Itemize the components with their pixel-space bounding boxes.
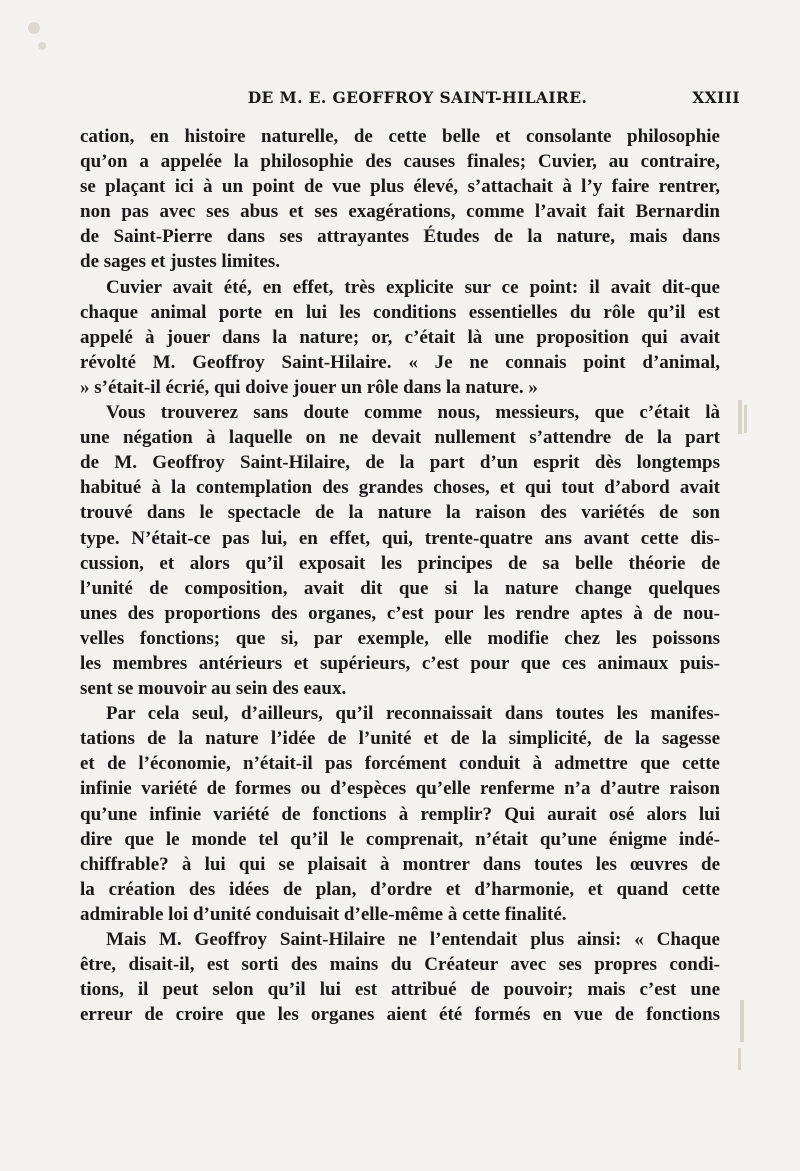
- text-line: qu’on a appelée la philosophie des causes finales; Cuvier, au contraire,: [80, 151, 720, 173]
- text-line: non pas avec ses abus et ses exagérations, comme l’avait fait Bernardin: [80, 201, 720, 223]
- text-line: qu’une infinie variété de fonctions à remplir? Qui aurait osé alors lui: [80, 803, 720, 825]
- text-line: cussion, et alors qu’il exposait les principes de sa belle théorie de: [80, 552, 720, 574]
- text-line: Par cela seul, d’ailleurs, qu’il reconnaissait dans toutes les manifes-: [106, 703, 720, 725]
- text-line: Vous trouverez sans doute comme nous, messieurs, que c’était là: [106, 402, 720, 424]
- text-line: infinie variété de formes ou d’espèces qu’elle renferme n’a d’autre raison: [80, 778, 720, 800]
- text-line: se plaçant ici à un point de vue plus élevé, s’attachait à l’y faire rentrer,: [80, 176, 720, 198]
- text-line: appelé à jouer dans la nature; or, c’était là une proposition qui avait: [80, 326, 720, 348]
- text-line: habitué à la contemplation des grandes choses, et qui tout d’abord avait: [80, 477, 720, 499]
- text-line: velles fonctions; que si, par exemple, elle modifie chez les poissons: [80, 627, 720, 649]
- text-line: cation, en histoire naturelle, de cette belle et consolante philosophie: [80, 126, 720, 147]
- bleed-through-mark: [738, 1048, 741, 1070]
- text-line: chiffrable? à lui qui se plaisait à montrer dans toutes les œuvres de: [80, 853, 720, 875]
- text-line: Mais M. Geoffroy Saint-Hilaire ne l’entendait plus ainsi: « Chaque: [106, 929, 720, 950]
- body-text: [80, 124, 720, 1027]
- bleed-through-mark: [740, 1000, 744, 1042]
- text-line: unes des proportions des organes, c’est pour les rendre aptes à de nou-: [80, 602, 720, 624]
- text-line: l’unité de composition, avait dit que si la nature change quelques: [80, 577, 720, 599]
- running-head-title: DE M. E. GEOFFROY SAINT-HILAIRE.: [247, 88, 588, 107]
- text-line: une négation à laquelle on ne devait nullement s’attendre de la part: [80, 427, 720, 449]
- text-line: » s’était-il écrié, qui doive jouer un rôle dans la nature. »: [80, 376, 538, 398]
- text-line: dire que le monde tel qu’il le comprenait, n’était qu’une énigme indé-: [80, 828, 720, 850]
- text-line: de Saint-Pierre dans ses attrayantes Études de la nature, mais dans: [80, 226, 720, 248]
- text-line: la création des idées de plan, d’ordre et d’harmonie, et quand cette: [80, 878, 720, 900]
- text-line: les membres antérieurs et supérieurs, c’est pour que ces animaux puis-: [80, 652, 720, 674]
- text-line: tions, il peut selon qu’il lui est attribué de pouvoir; mais c’est une: [80, 979, 720, 1001]
- text-line: révolté M. Geoffroy Saint-Hilaire. « Je ne connais point d’animal,: [80, 351, 720, 373]
- text-line: trouvé dans le spectacle de la nature la raison des variétés de son: [80, 502, 720, 524]
- paper-stain: [28, 22, 40, 34]
- text-line: Cuvier avait été, en effet, très explicite sur ce point: il avait dit-que: [106, 276, 720, 298]
- text-line: de M. Geoffroy Saint-Hilaire, de la part d’un esprit dès longtemps: [80, 452, 720, 474]
- page-number: XXIII: [692, 88, 740, 107]
- bleed-through-mark: [744, 405, 747, 433]
- paper-stain: [38, 42, 46, 50]
- text-line: être, disait-il, est sorti des mains du Créateur avec ses propres condi-: [80, 954, 720, 976]
- text-line: tations de la nature l’idée de l’unité et de la simplicité, de la sagesse: [80, 728, 720, 750]
- bleed-through-mark: [738, 400, 742, 434]
- text-line: chaque animal porte en lui les conditions essentielles du rôle qu’il est: [80, 301, 720, 323]
- text-line: et de l’économie, n’était-il pas forcément conduit à admettre que cette: [80, 753, 720, 775]
- text-line: admirable loi d’unité conduisait d’elle-même à cette finalité.: [80, 903, 567, 925]
- text-line: de sages et justes limites.: [80, 251, 280, 273]
- text-line: type. N’était-ce pas lui, en effet, qui, trente-quatre ans avant cette dis-: [80, 527, 720, 549]
- text-line: erreur de croire que les organes aient été formés en vue de fonctions: [80, 1004, 720, 1026]
- text-line: sent se mouvoir au sein des eaux.: [80, 678, 347, 700]
